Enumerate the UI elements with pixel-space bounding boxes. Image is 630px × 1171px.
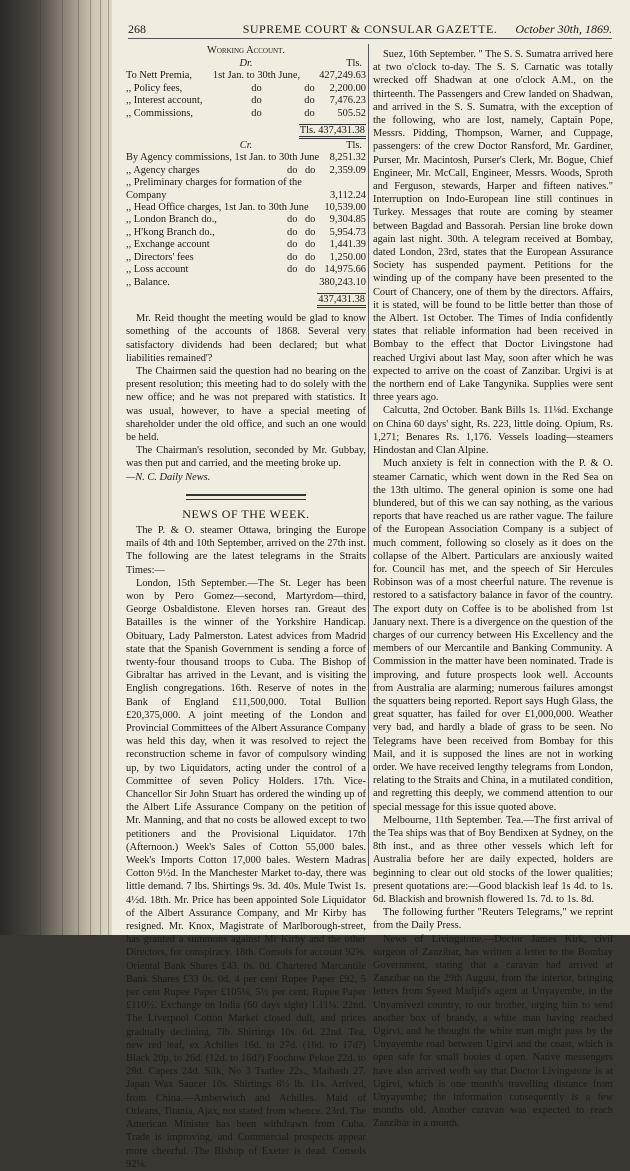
row-from: do <box>251 82 262 94</box>
row-from: do <box>251 95 262 107</box>
row-amount: 1,441.39 <box>329 239 366 251</box>
account-row <box>126 264 366 276</box>
cr-heading: Cr. Tls. <box>239 140 362 152</box>
row-label: ,, Balance. <box>126 276 170 288</box>
account-row <box>126 239 366 251</box>
paragraph: Melbourne, 11th September. Tea.—The first arrival of the Tea ships was that of Boy Bendixen at Sydney, on the 8th inst., and as three other vessels which left for Australia before her are daily expected, holders are beginning to clear out old stocks of the lower qualities; present quotations are:—Good blackish leaf 1s 4d. to 1s. 6d. Blackish and brownish flowered 1s. 7d. to 1s. 8d. <box>373 814 613 905</box>
paragraph: Much anxiety is felt in connection with the P. & O. steamer Carnatic, which went down in the Red Sea on the 13th ultimo. The general opinion is some one had blundered, but of this we can say nothing, as the various reports that have reached us are rather vague. The failure of the European Association Company is a subject of much comment, following so closely as it does on the collapse of the Albert. Particulars are anxiously waited for. Council has met, and the speech of Sir Hercules Robinson was of a most cheerful nature. The revenue is restored to a satisfactory balance in favor of the country. The export duty on Coffee is to be abolished from 1st January next. There is a divergence on the question of the charges of our currency between His Excellency and the members of our Mercantile and Banking Community. A Commission in the matter have been nominated. Trade is improving, and future prospects look well. Accounts from Australia are alarming; numerous failures amongst the squatters being reported. Report says Hugh Glass, the great squatter, has failed for over £1,000,000. Weather very bad, and hardly a blade of grass to be seen. No Telegrams have been received from Bombay for this Mail, and it is supposed the lines are not in working order. We have received lengthy telegrams from London, relating to the Straits and China, in a mutilated condition, and regretting this deeply, we commend attention to our special message for this issue quoted above. <box>373 458 613 813</box>
account-row <box>126 108 366 120</box>
left-column <box>126 44 366 1171</box>
row-label: ,, Preliminary charges for formation of the <box>126 177 302 189</box>
publication-title: SUPREME COURT & CONSULAR GAZETTE. <box>242 22 498 36</box>
account-title: Working Account. <box>207 45 285 56</box>
row-to: do <box>304 107 315 119</box>
row-from: 1st Jan. to 30th June, <box>212 70 301 82</box>
issue-date: October 30th, 1869. <box>515 22 612 36</box>
row-label: Company <box>126 189 167 201</box>
row-to: do <box>304 251 316 263</box>
paragraph: The following further "Reuters Telegrams," we reprint from the Daily Press. <box>373 907 613 932</box>
dr-table <box>126 70 366 120</box>
row-from: do <box>287 239 298 251</box>
paragraph: The Chairmen said the question had no bearing on the present resolution; this meeting had to do solely with the new office; and he was not prepared with statistics. It was usual, however, to have a special meeting of shareholder under the old office, and such an one would be held. <box>126 365 366 443</box>
row-label: ,, Directors' fees <box>126 251 194 263</box>
source-credit: —N. C. Daily News. <box>126 471 211 483</box>
row-to: do <box>304 95 315 107</box>
page-edges <box>0 0 118 935</box>
row-to: do <box>304 82 315 94</box>
section-divider <box>186 494 306 500</box>
row-label: By Agency commissions, 1st Jan. to 30th June <box>126 152 320 164</box>
row-to <box>304 70 315 82</box>
row-amount: 3,112.24 <box>330 189 366 201</box>
row-to: do <box>304 264 316 276</box>
row-from: do <box>287 264 298 276</box>
row-from: do <box>287 214 298 226</box>
row-label: ,, Policy fees, <box>126 82 183 94</box>
row-amount: 2,200.00 <box>329 82 366 94</box>
row-amount: 7,476.23 <box>329 95 366 107</box>
paragraph: Suez, 16th September. " The S. S. Sumatra arrived here at two o'clock to-day. The S. S. Carnatic was totally wrecked off Shadwan at one o'clock A.M., on the thirteenth. The Passengers and Crew landed on Shadwan, and arrived in the S. S. Sumatra, with the exception of the following, who are lost, namely, Captain Pope, Messrs. Pidding, Thompson, Warner, and Cuppage, passengers: of the crew Doctor Ransford, Mr. Gardiner, Purser, Mr. Macintosh, Purser's Clerk, Mr. Bogue, Chief Engineer, Mr. McCall, Engineer, Messrs. Woods, Sproth and Ferguson, stewards, Harper and fifteen natives." Interruption on Indo-European line still continues in Turkey. Messages that route are coming by steamer between Bagdad and Bassorah. Persian line broke down again last night. 30th. A telegram received at Bombay, dated London, 23rd, states that the European Assurance Society has suspended payment. Petitions for the winding up of the company have been presented to the Court of Chancery, one of them by the directors. Affairs, it is stated, will be found to be little better than those of the Albert. 1st October. The Times of India confidently states that reliable information had been received in Bombay to the effect that Doctor Livingstone had reached Urgivi about last May, soon after which he was expected to arrive on the coast of Zanzibar. Urgivi is at the northern end of Lake Tangynika. Supplies were sent three years ago. <box>373 49 613 404</box>
row-label: ,, Agency charges <box>126 164 200 176</box>
account-row <box>126 214 366 226</box>
row-amount: 505.52 <box>337 107 366 119</box>
right-column <box>373 44 613 1131</box>
page-header <box>128 22 612 39</box>
paragraph: Calcutta, 2nd October. Bank Bills 1s. 11⅛d. Exchange on China 60 days' sight, Rs. 223, little doing. Opium, Rs. 1,271; Benares Rs. 1,176. Vessels loading—steamers Hindostan and Clan Alpine. <box>373 405 613 457</box>
row-amount <box>319 177 366 189</box>
row-label: ,, Commissions, <box>126 107 193 119</box>
row-label: ,, Interest account, <box>126 95 203 107</box>
row-amount: 380,243.10 <box>319 276 366 288</box>
row-label: ,, Exchange account <box>126 239 210 251</box>
row-amount: 2,359.09 <box>329 164 366 176</box>
row-amount: 9,304.85 <box>329 214 366 226</box>
account-row <box>126 252 366 264</box>
row-amount: 10,539.00 <box>324 202 366 214</box>
cr-total: 437,431.38 <box>126 293 366 306</box>
account-row <box>126 190 366 202</box>
row-from: do <box>287 251 298 263</box>
row-label: ,, Head Office charges, 1st Jan. to 30th June <box>126 202 309 214</box>
row-from: do <box>251 107 262 119</box>
row-label: ,, Loss account <box>126 264 189 276</box>
row-to: do <box>304 164 316 176</box>
account-row <box>126 177 366 189</box>
paragraph: The P. & O. steamer Ottawa, bringing the Europe mails of 4th and 10th September, arrived on the 27th inst. The following are the latest telegrams in the Straits Times:— <box>126 524 366 576</box>
row-to: do <box>304 214 316 226</box>
paragraph: News of Livingstone.—Doctor James Kirk, civil surgeon of Zanzibar, has written a letter to the Bombay Government, stating that a caravan had arrived at Zanzibar on the 29th August, from the interior, bringing letters from Syeed Madjid's agent at Unyayembe, in the Unyamivezi country, to our brother, urging him to send another box of brandy, a white man having reached Ugirvi, and he thought the white man might pass by the Unyayembe road between Ugirvi and the coast, which is open safe for small booies d open. Native messengers have also arrived wofh say that Doctor Livingstone is at Ugirvi, which is one month's travelling distance from Unyayembe; the information consequently is a few months old. Another caravan was expected to reach Zanzibar in a month. <box>373 933 613 1130</box>
row-from: do <box>287 164 298 176</box>
account-row <box>126 95 366 107</box>
row-from: do <box>287 226 298 238</box>
account-row <box>126 227 366 239</box>
row-amount: 5,954.73 <box>329 226 366 238</box>
paragraph: The Chairman's resolution, seconded by Mr. Gubbay, was then put and carried, and the meeting broke up. <box>126 445 366 470</box>
page-number: 268 <box>128 22 146 36</box>
account-row <box>126 152 366 164</box>
paragraph: London, 15th September.—The St. Leger has been won by Pero Gomez—second, Martyrdom—third, George Osbaldistone. Eleven horses ran. Greaut des Batailles is the winner of the Yorkshire Handicap. Obituary, Lady Palmerston. Latest advices from Madrid state that the Spanish Government is sending a force of twenty-four thousand troops to Cuba. The Bishop of Gibraltar has arrived in the Levant, and is visiting the English congregations. 16th. Reserve of notes in the Bank of England £11,500,000. Total Bullion £20,375,000. A joint meeting of the London and Provincial Committees of the Albert Assurance Company was held this day, when it was resolved to reject the reconstruction scheme in favor of compulsory winding up, by two Liquidators, acting under the control of a Committee of seven Policy Holders. 17th. Vice-Chancellor Sir John Stuart has ordered the winding up of the Albert Life Assurance Company on the petition of Mr. Manning, and that no costs be allowed except to two petitioners and the Provisional Liquidator. 17th (Afternoon.) Week's Sales of Cotton 55,000 bales. Week's Imports Cotton 17,000 bales. Western Madras Cotton 9½d. In the Manchester Market to-day, there was little demand. 7 lbs. Shirtings 9s. 3d. 40s. Mule Twist 1s. 4½d. 18th. Mr. Price has been appointed Sole Liquidator of the Albert Assurance Company, and Mr Kirby has resigned. Mr. Knox, Magistrate of Marlborough-street, has granted a summons against Mr Kirby and the other Directors, for conspiracy. 18th. Consols for account 92⅝. Oriental Bank Shares £43. 0s. 0d. Chartered Marcantile Bank Shares £33 0s. 0d. 4 per cent Rupee Paper £92, 5 per cent Rupee Paper £105¼, 5½ per cent. Rupee Paper £110½. Exchange on India (60 days sight) 1.11¼. 22nd. The Liverpool Cotton Market closed dull, and prices gradually declining. 7lb. Shirtings 10s. 6d. 22nd. Tea, new red leaf, ex Achilles 16d. to 27d. (16d. to 17d?) Black 20p, to 26d. (12d. to 16d?) Foochow Pekoe 22d. to 28d. Capers 24d. Silk, No 3 Tsatlee 22s., Maibash 27. Japan Wax Saucer 10s. Shirtings 8½ lb. 11s. Arrived, from China.—Amberwitch and Achilles. Maid of Orleans, Titania, Ajax, not stated from whence. 23rd. The American Minister has been withdrawn from Cuba. Trade is improving, and Commercial prospects appear more cheerful. The Bishop of Exeter is dead. Consols 92¼. <box>126 577 366 1170</box>
account-row <box>126 165 366 177</box>
row-amount: 427,249.63 <box>319 70 366 82</box>
cr-table <box>126 152 366 288</box>
paragraph: Mr. Reid thought the meeting would be glad to know something of the accounts of 1868. Several very satisfactory dividends had been declared; but what liabilities remained'? <box>126 313 366 364</box>
column-divider <box>368 44 369 866</box>
row-amount: 14,975.66 <box>324 264 366 276</box>
row-label: ,, H'kong Branch do., <box>126 226 215 238</box>
dr-heading: Dr. Tls. <box>239 58 362 70</box>
account-row <box>126 202 366 214</box>
row-amount: 1,250.00 <box>329 251 366 263</box>
row-label: To Nett Premia, <box>126 70 192 82</box>
row-to: do <box>304 239 316 251</box>
dr-total: Tls. 437,431.38 <box>126 124 366 137</box>
account-row <box>126 83 366 95</box>
section-heading: NEWS OF THE WEEK. <box>182 506 310 521</box>
row-amount: 8,251.32 <box>329 152 366 164</box>
account-row <box>126 70 366 82</box>
account-row <box>126 277 366 289</box>
row-label: ,, London Branch do., <box>126 214 217 226</box>
row-to: do <box>304 226 316 238</box>
